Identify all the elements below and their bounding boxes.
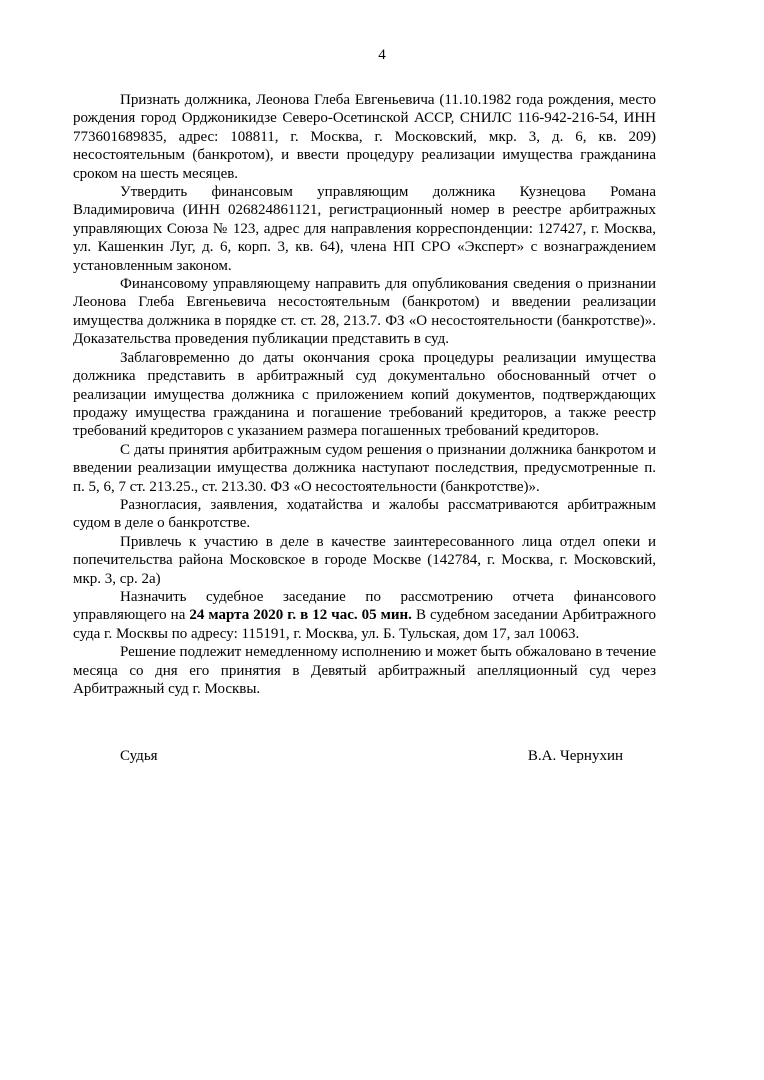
paragraph-consequences: С даты принятия арбитражным судом решения о признании должника банкротом и введении реализации имущества должника наступают последствия, предусмотренные п. п. 5, 6, 7 ст. 213.25., ст. 213.30. ФЗ «О несостоятельности (банкротстве)». [73, 441, 656, 495]
paragraph-report: Заблаговременно до даты окончания срока процедуры реализации имущества должника представить в арбитражный суд документально обоснованный отчет о реализации имущества должника с приложением копий документов, подтверждающих продажу имущества гражданина и погашение требований кредиторов, а также реестр требований кредиторов с указанием размера погашенных требований кредиторов. [73, 349, 656, 440]
paragraph-declare-bankrupt: Признать должника, Леонова Глеба Евгеньевича (11.10.1982 года рождения, место рождения город Орджоникидзе Северо-Осетинской АССР, СНИЛС 116-942-216-54, ИНН 773601689835, адрес: 108811, г. Москва, г. Московский, мкр. 3, д. 6, кв. 209) несостоятельным (банкротом), и ввести процедуру реализации имущества гражданина сроком на шесть месяцев. [73, 92, 656, 182]
paragraph-appoint-manager: Утвердить финансовым управляющим должника Кузнецова Романа Владимировича (ИНН 026824861121, регистрационный номер в реестре арбитражных управляющих Союза № 123, адрес для направления корреспонденции: 127427, г. Москва, ул. Кашенкин Луг, д. 6, корп. 3, кв. 64), члена НП СРО «Эксперт» с вознаграждением установленным законом. [73, 184, 656, 274]
paragraph-disputes: Разногласия, заявления, ходатайства и жалобы рассматриваются арбитражным судом в деле о банкротстве. [73, 496, 656, 532]
signature-name: В.А. Чернухин [527, 748, 623, 764]
hearing-text-after: В судебном заседании Арбитражного суда г. Москвы по адресу: 115191, г. Москва, ул. Б. Тульская, дом 17, зал 10063. [73, 607, 656, 642]
page-number: 4 [378, 47, 386, 63]
paragraph-involve-party: Привлечь к участию в деле в качестве заинтересованного лица отдел опеки и попечительства района Московское в городе Москве (142784, г. Москва, г. Московский, мкр. 3, ср. 2а) [73, 533, 656, 587]
paragraph-appeal: Решение подлежит немедленному исполнению и может быть обжаловано в течение месяца со дня его принятия в Девятый арбитражный апелляционный суд через Арбитражный суд г. Москвы. [73, 644, 656, 697]
paragraph-hearing [73, 588, 656, 643]
paragraph-publication: Финансовому управляющему направить для опубликования сведения о признании Леонова Глеба Евгеньевича несостоятельным (банкротом) и введении реализации имущества должника в порядке ст. ст. 28, 213.7. ФЗ «О несостоятельности (банкротстве)». Доказательства проведения публикации представить в суд. [73, 276, 656, 348]
hearing-date: 24 марта 2020 г. в 12 час. 05 мин. [189, 607, 412, 624]
hearing-text-before: Назначить судебное заседание по рассмотрению отчета финансового управляющего на [73, 588, 656, 624]
signature-role: Судья [120, 748, 158, 764]
decision-body [73, 91, 656, 698]
